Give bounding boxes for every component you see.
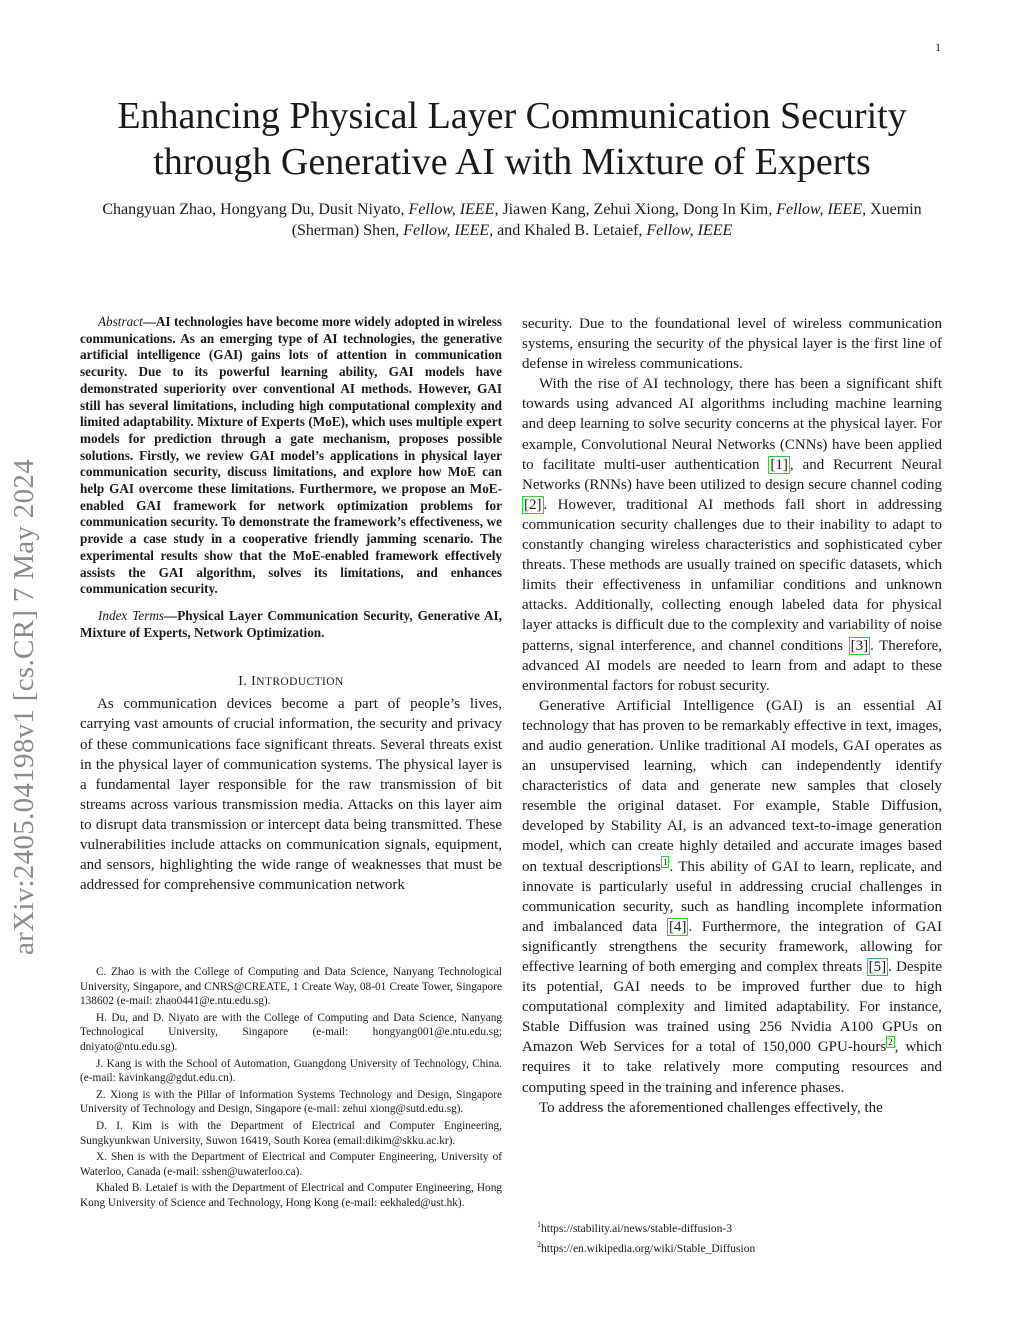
footnote-url[interactable]: https://en.wikipedia.org/wiki/Stable_Diffusion bbox=[541, 1242, 756, 1255]
fellow-title-2: Fellow, IEEE bbox=[776, 201, 863, 218]
authors-part-2: , Jiawen Kang, Zehui Xiong, Dong In Kim, bbox=[494, 201, 773, 218]
text-run: . This ability of GAI to learn, replicate, and innovate is particularly useful in addressing crucial challenges in communication security, such as handling incomplete information and imbalanced data bbox=[522, 858, 942, 935]
page-footnotes bbox=[522, 1217, 942, 1257]
right-column bbox=[522, 314, 942, 1118]
text-run: . Furthermore, the integration of GAI significantly strengthens the security framework, allowing for effective learning of both emerging and complex threats bbox=[522, 918, 942, 975]
index-terms-text: —Physical Layer Communication Security, Generative AI, Mixture of Experts, Network Optimization. bbox=[80, 607, 502, 640]
index-terms-label: Index Terms bbox=[98, 607, 164, 623]
citation-link[interactable]: [1] bbox=[770, 456, 788, 473]
affiliation-note: X. Shen is with the Department of Electrical and Computer Engineering, University of Waterloo, Canada (e-mail: sshen@uwaterloo.ca). bbox=[80, 1151, 502, 1178]
paragraph-challenges: To address the aforementioned challenges effectively, the bbox=[539, 1099, 883, 1116]
affiliation-note: D. I. Kim is with the Department of Electrical and Computer Engineering, Sungkyunkwan University, Suwon 16419, South Korea (email:dikim@skku.ac.kr). bbox=[80, 1119, 502, 1147]
paper-title: Enhancing Physical Layer Communication Security through Generative AI with Mixture of Experts bbox=[117, 95, 907, 183]
paragraph-security-continued: security. Due to the foundational level of wireless communication systems, ensuring the security of the physical layer is the first line of defense in wireless communications. bbox=[522, 316, 942, 373]
footnote-mark: 1 bbox=[537, 1220, 541, 1229]
footnote-mark: 2 bbox=[537, 1239, 541, 1249]
abstract-text: —AI technologies have become more widely adopted in wireless communications. As an emerging type of AI technologies, the generative artificial intelligence (GAI) gains lots of attention in communication security. Due to its powerful learning ability, GAI models have demonstrated superiority over conventional AI methods. However, GAI still has several limitations, including high computational complexity and limited adaptability. Mixture of Experts (MoE), which uses multiple expert models for prediction through a gate mechanism, proposes possible solutions. Firstly, we review GAI model’s applications in physical layer communication security, discuss limitations, and explore how MoE can help GAI overcome these limitations. Furthermore, we propose an MoE-enabled GAI framework for network optimization problems for communication security. To demonstrate the framework’s effectiveness, we provide a case study in a cooperative friendly jamming scenario. The experimental results show that the MoE-enabled framework effectively assists the GAI algorithm, solves its limitations, and enhances communication security. bbox=[80, 314, 502, 597]
page-number: 1 bbox=[935, 40, 941, 54]
intro-paragraph-1: As communication devices become a part of people’s lives, carrying vast amounts of crucial information, the security and privacy of these communications face significant threats. Several threats exist in the physical layer of communication systems. The physical layer is a fundamental layer responsible for the raw transmission of bit streams across various transmission media. Attacks on this layer aim to disrupt data transmission or intercept data being transmitted. These vulnerabilities include attacks on communication signals, equipment, and sensors, highlighting the wide range of weaknesses that must be addressed for comprehensive communication network bbox=[80, 696, 502, 894]
text-run: . Despite its potential, GAI needs to be improved further due to high computational complexity and limited adaptability. For instance, Stable Diffusion was trained using 256 Nvidia A100 GPUs on Amazon Web Services for a total of 150,000 GPU-hours bbox=[522, 959, 942, 1056]
paragraph-ai-technology bbox=[522, 374, 942, 696]
footnote bbox=[522, 1217, 942, 1237]
fellow-title-3: Fellow, IEEE bbox=[403, 222, 490, 239]
citation-link[interactable]: [5] bbox=[868, 959, 887, 975]
index-terms bbox=[80, 608, 502, 641]
text-run: , which requires it to take relatively more computing resources and computing speed in the training and inference phases. bbox=[522, 1039, 942, 1096]
text-run: . Therefore, advanced AI models are needed to learn from and adapt to these environmental factors for robust security. bbox=[522, 637, 943, 694]
text-run: With the rise of AI technology, there has been a significant shift towards using advanced AI algorithms including machine learning and deep learning to solve security concerns at the physical layer. For example, Convolutional Neural Networks (CNNs) have been applied to facilitate multi-user authentication bbox=[522, 376, 942, 473]
affiliation-note: Z. Xiong is with the Pillar of Information Systems Technology and Design, Singapore University of Technology and Design, Singapore (e-mail: zehui xiong@sutd.edu.sg). bbox=[80, 1088, 502, 1116]
section-heading-introduction bbox=[80, 674, 502, 690]
arxiv-stamp: arXiv:2405.04198v1 [cs.CR] 7 May 2024 bbox=[8, 459, 40, 955]
fellow-title-1: Fellow, IEEE bbox=[408, 201, 495, 218]
abstract bbox=[80, 314, 502, 598]
section-title-rest: NTRODUCTION bbox=[256, 676, 344, 689]
fellow-title-4: Fellow, IEEE bbox=[646, 222, 733, 239]
text-run: Generative Artificial Intelligence (GAI) is an essential AI technology that has proven to be remarkably effective in text, images, and audio generation. Unlike traditional AI models, GAI operates as an unsupervised learning, which can independently identify characteristics of data and generate new samples that closely resemble the original dataset. For example, Stable Diffusion, developed by Stability AI, is an advanced text-to-image generation model, which can create highly detailed and accurate images based on textual descriptions bbox=[522, 697, 942, 875]
affiliation-note: C. Zhao is with the College of Computing and Data Science, Nanyang Technological University, Singapore, and CNRS@CREATE, 1 Create Way, 08-01 Create Tower, Singapore 138602 (e-mail: zhao0441@e.ntu.edu.sg). bbox=[80, 966, 502, 1008]
text-run: . However, traditional AI methods fall short in addressing communication security challenges due to their inability to adapt to constantly changing wireless characteristics and sophisticated cyber threats. These methods are usually trained on specific datasets, which limits their effectiveness in unfamiliar conditions and unknown attacks. Additionally, collecting enough labeled data for physical layer attacks is difficult due to the complexity and variability of noise patterns, signal interference, and channel conditions bbox=[522, 496, 942, 654]
footnote-link[interactable]: 2 bbox=[888, 1037, 893, 1048]
footnote bbox=[522, 1237, 942, 1257]
paragraph-gai bbox=[522, 696, 942, 1098]
authors-part-1: Changyuan Zhao, Hongyang Du, Dusit Niyato, bbox=[102, 201, 405, 218]
authors-part-3: , Xuemin (Sherman) Shen, bbox=[291, 201, 922, 239]
affiliation-note: J. Kang is with the School of Automation, Guangdong University of Technology, China. (e-mail: kavinkang@gdut.edu.cn). bbox=[80, 1057, 502, 1085]
citation-link[interactable]: [3] bbox=[850, 637, 869, 654]
authors-part-4: , and Khaled B. Letaief, bbox=[489, 222, 643, 239]
abstract-label: Abstract bbox=[98, 314, 143, 329]
affiliation-note: Khaled B. Letaief is with the Department of Electrical and Computer Engineering, Hong Kong University of Science and Technology, Hong Kong (e-mail: eekhaled@ust.hk). bbox=[80, 1182, 502, 1209]
citation-link[interactable]: [4] bbox=[668, 918, 687, 935]
section-numeral: I. bbox=[238, 674, 248, 690]
footnote-url[interactable]: https://stability.ai/news/stable-diffusion-3 bbox=[541, 1222, 733, 1235]
footnote-link[interactable]: 1 bbox=[662, 856, 668, 867]
affiliation-note: H. Du, and D. Niyato are with the College of Computing and Data Science, Nanyang Technological University, Singapore (e-mail: hongyang001@e.ntu.edu.sg; dniyato@ntu.edu.sg). bbox=[80, 1011, 502, 1053]
left-column bbox=[80, 314, 502, 895]
affiliation-footnotes bbox=[80, 965, 502, 1213]
text-run: , and Recurrent Neural Networks (RNNs) have been utilized to design secure channel coding bbox=[522, 456, 942, 493]
citation-link[interactable]: [2] bbox=[524, 496, 542, 513]
section-title-initial: I bbox=[251, 674, 257, 690]
author-list bbox=[78, 199, 946, 241]
